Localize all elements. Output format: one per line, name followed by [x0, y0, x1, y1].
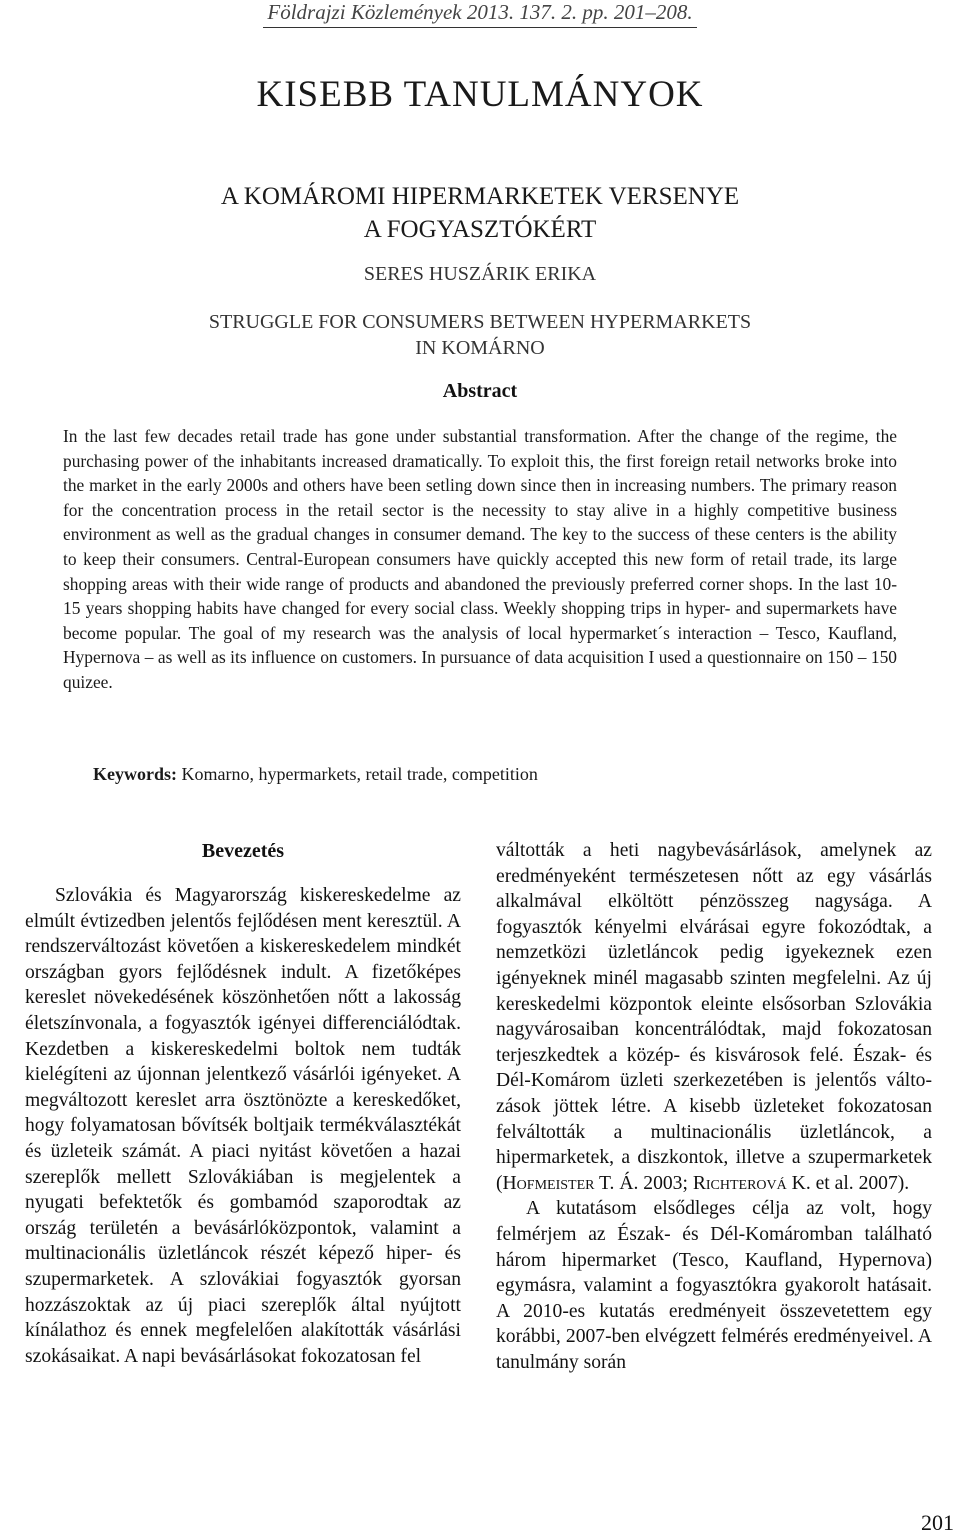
title-hu-line-2: A FOGYASZTÓKÉRT — [363, 216, 597, 243]
right-column-paragraph-1 — [496, 838, 932, 1196]
keywords-text: Komarno, hypermarkets, retail trade, competition — [177, 764, 538, 784]
abstract-body — [63, 424, 897, 695]
citation-1-rest: T. Á. 2003; — [594, 1172, 693, 1194]
keywords — [93, 764, 538, 785]
page-number: 201 — [921, 1510, 954, 1535]
running-head — [0, 0, 960, 28]
left-column — [25, 838, 461, 1369]
citation-2-rest: K. et al. 2007). — [786, 1172, 910, 1194]
abstract-heading: Abstract — [442, 380, 518, 402]
keywords-label: Keywords: — [93, 764, 177, 784]
title-en-line-2: IN KOMÁRNO — [415, 337, 545, 359]
title-en-line-1: STRUGGLE FOR CONSUMERS BETWEEN HYPERMARKETS — [208, 311, 752, 333]
section-heading-introduction: Bevezetés — [201, 840, 285, 862]
citation-author-hofmeister: Hofmeister — [502, 1172, 595, 1194]
right-column-paragraph-2: A kutatásom elsődleges célja az volt, hogy felmérjem az Észak- és Dél-Komáromban található három hipermarket (Tesco, Kaufland, Hypernova) egymásra, valamint a fogyasztókra gyakorolt hatásait. A 2010-es kutatás eredményeit összevetettem egy korábbi, 2007-ben elvégzett felmérés eredményeivel. A tanulmány során — [496, 1198, 932, 1373]
running-head-text: Földrajzi Közlemények 2013. 137. 2. pp. 201–208. — [263, 0, 696, 28]
article-title-hungarian — [0, 180, 960, 246]
left-column-paragraph: Szlovákia és Magyarország kiskereskedelme az elmúlt évtizedben jelentős fejlődésen ment keresztül. A rendszerváltozást követően a kiskereskedelem mindkét országban gyors fejlődésnek indult. A fizetőképes kereslet növekedésének köszönhetően nőtt a lakosság életszínvonala, a fogyasztók igényei differenciálódtak. Kezdetben a kiskereskedelmi boltok nem tudták kielégíteni az újonnan jelentkező vásárlói igényeket. A megváltozott kereslet arra ösztönözte a kereskedőket, hogy folyamatosan bővítsék boltjaik termékválasztékát és üzleteik számát. A piaci nyitást követően a hazai szereplők mellett Szlovákiában is megjelentek a nyugati befektetők és gombamód szaporodtak az ország területén a bevásárlóközpontok, valamint a multinacionális üzletláncok részét képező hiper- és szupermarketek. A szlovákiai fogyasztók gyorsan hozzászoktak az új piaci szereplők által nyújtott kínálathoz és ennek megfelelően alakították vásárlási szokásaikat. A napi bevásárlásokat fokozatosan fel — [25, 885, 461, 1367]
right-column — [496, 838, 932, 1375]
title-hu-line-1: A KOMÁROMI HIPERMARKETEK VERSENYE — [220, 183, 740, 210]
citation-author-richterova: Richterová — [692, 1172, 787, 1194]
article-title-english — [0, 309, 960, 361]
author-name: SERES HUSZÁRIK ERIKA — [363, 263, 597, 285]
right-para-1-text: váltották a heti nagybevásárlások, amelynek az eredményeként természetesen nőtt az egy vásárlás alkalmával elköltött pénzösszeg nagysága. A fogyasztók kényelmi elvárásai egyre fokozódtak, a nemzetközi üzletláncok pedig igyekeznek ezen igényeknek minél magasabb szinten megfelelni. Az új kereskedelmi központok eleinte elsősorban Szlovákia nagyvárosaiban koncentrálódtak, majd fokozatosan terjeszkedtek a közép- és kisvárosok felé. Észak- és Dél-Komárom üzleti szerkezetében is jelentős változások jöttek létre. A kisebb üzleteket fokozatosan felváltották a multinacionális üzletláncok, a hipermarketek, a diszkontok, illetve a szupermarketek ( — [496, 840, 932, 1194]
abstract-text: In the last few decades retail trade has gone under substantial transformation. After the change of the regime, the purchasing power of the inhabitants increased dramatically. To exploit this, the first foreign retail networks broke into the market in the early 2000s and others have been setling down since then in increasing numbers. The primary reason for the concentration process in the retail sector is the necessity to stay alive in a highly competitive business environment as well as the gradual changes in consumer demand. The key to the success of these centers is the ability to keep their consumers. Central-European consumers have quickly accepted this new form of retail trade, its large shopping areas with their wide range of products and abandoned the previously preferred corner shops. In the last 10-15 years shopping habits have changed for every social class. Weekly shopping trips in hyper- and supermarkets have become popular. The goal of my research was the analysis of local hypermarket´s interaction – Tesco, Kaufland, Hypernova – as well as its influence on customers. In pursuance of data acquisition I used a questionnaire on 150 – 150 quizee. — [63, 426, 897, 692]
section-title: KISEBB TANULMÁNYOK — [256, 74, 704, 115]
